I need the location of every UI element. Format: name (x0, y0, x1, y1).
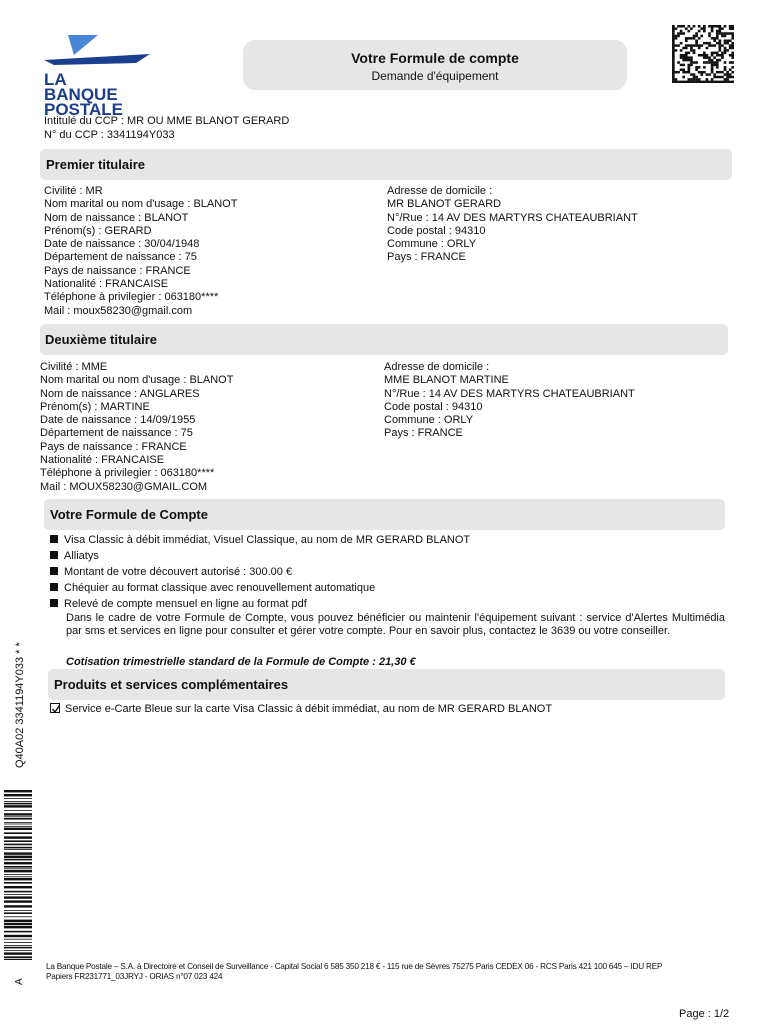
document-subtitle: Demande d'équipement (371, 69, 499, 83)
list-item: Relevé de compte mensuel en ligne au format pdf (50, 598, 307, 610)
premier-titulaire-address (387, 185, 638, 265)
section-produits-complementaires (48, 669, 725, 700)
section-premier-titulaire (40, 149, 732, 180)
section-heading: Deuxième titulaire (45, 332, 157, 347)
legal-footer (46, 962, 736, 982)
account-title: Intitulé du CCP : MR OU MME BLANOT GERARD (44, 115, 290, 127)
logo-line-2: BANQUE (44, 85, 118, 104)
departement-naissance: Département de naissance : 75 (44, 251, 197, 264)
nom-marital: Nom marital ou nom d'usage : BLANOT (44, 198, 238, 211)
square-bullet-icon (50, 583, 58, 591)
cotisation-text: Cotisation trimestrielle standard de la Formule de Compte : 21,30 € (66, 656, 416, 668)
departement-naissance: Département de naissance : 75 (40, 427, 193, 440)
formule-paragraph: Dans le cadre de votre Formule de Compte, vous pouvez bénéficier ou maintenir l'équipement suivant : service d'Alertes Multimédia par sms et services en ligne pour consulter et gérer votre compte. Pour en savoir plus, contactez le 3639 ou votre conseiller. (66, 612, 725, 637)
commune: Commune : ORLY (387, 238, 477, 251)
page-number: Page : 1/2 (679, 1008, 730, 1020)
section-heading: Votre Formule de Compte (50, 507, 208, 522)
logo-line-1: LA (44, 70, 67, 89)
document-title-box (243, 40, 627, 90)
square-bullet-icon (50, 551, 58, 559)
document-title: Votre Formule de compte (351, 50, 519, 66)
prenom: Prénom(s) : MARTINE (40, 400, 150, 413)
square-bullet-icon (50, 599, 58, 607)
complementary-service-label: Service e-Carte Bleue sur la carte Visa Classic à débit immédiat, au nom de MR GERARD BLANOT (65, 703, 553, 715)
deuxieme-titulaire-address (384, 361, 635, 441)
deuxieme-titulaire-identity (40, 361, 233, 494)
datamatrix-code-icon (672, 25, 734, 83)
nom-marital: Nom marital ou nom d'usage : BLANOT (40, 374, 234, 387)
section-heading: Premier titulaire (46, 157, 145, 172)
commune: Commune : ORLY (384, 414, 474, 427)
nom-naissance: Nom de naissance : ANGLARES (40, 387, 200, 400)
section-heading: Produits et services complémentaires (54, 677, 289, 692)
adresse-rue: N°/Rue : 14 AV DES MARTYRS CHATEAUBRIANT (387, 211, 638, 224)
footer-line-2: Papiers FR231771_03JRYJ - ORIAS n°07 023 424 (46, 972, 223, 981)
section-deuxieme-titulaire (40, 324, 728, 355)
nationalite: Nationalité : FRANCAISE (44, 278, 169, 291)
date-naissance: Date de naissance : 14/09/1955 (40, 414, 196, 427)
barcode-icon (4, 790, 32, 960)
nationalite: Nationalité : FRANCAISE (40, 454, 165, 467)
date-naissance: Date de naissance : 30/04/1948 (44, 238, 200, 251)
pays-naissance: Pays de naissance : FRANCE (44, 264, 191, 277)
pays-naissance: Pays de naissance : FRANCE (40, 440, 187, 453)
list-item: Visa Classic à débit immédiat, Visuel Classique, au nom de MR GERARD BLANOT (50, 534, 470, 546)
adresse-label: Adresse de domicile : (384, 361, 490, 373)
mail: Mail : moux58230@gmail.com (44, 304, 193, 317)
list-item: Alliatys (50, 550, 99, 562)
telephone: Téléphone à privilegier : 063180**** (40, 467, 215, 480)
code-postal: Code postal : 94310 (384, 400, 483, 413)
nom-naissance: Nom de naissance : BLANOT (44, 211, 189, 224)
adresse-nom: MME BLANOT MARTINE (384, 374, 509, 387)
civilite: Civilité : MME (40, 361, 108, 373)
prenom: Prénom(s) : GERARD (44, 224, 152, 237)
code-postal: Code postal : 94310 (387, 224, 486, 237)
complementary-service-item (50, 703, 552, 715)
premier-titulaire-identity (44, 185, 237, 318)
mail: Mail : MOUX58230@GMAIL.COM (40, 480, 208, 493)
telephone: Téléphone à privilegier : 063180**** (44, 291, 219, 304)
adresse-nom: MR BLANOT GERARD (387, 198, 502, 211)
adresse-rue: N°/Rue : 14 AV DES MARTYRS CHATEAUBRIANT (384, 387, 635, 400)
side-reference-code: Q40A02 3341194Y033 * * (14, 642, 26, 768)
account-number: N° du CCP : 3341194Y033 (44, 129, 175, 141)
square-bullet-icon (50, 535, 58, 543)
list-item: Chéquier au format classique avec renouvellement automatique (50, 582, 375, 594)
pays: Pays : FRANCE (387, 251, 466, 264)
civilite: Civilité : MR (44, 185, 103, 197)
logo-swoosh-icon (40, 32, 156, 72)
section-formule-compte (44, 499, 725, 530)
footer-line-1: La Banque Postale – S.A. à Directoire et Conseil de Surveillance - Capital Social 6 585 350 218 € - 115 rue de Sèvres 75275 Paris CEDEX 06 - RCS Paris 421 100 645 – IDU REP (46, 962, 663, 971)
adresse-label: Adresse de domicile : (387, 185, 493, 197)
side-mark: A (14, 978, 25, 985)
bank-logo (40, 32, 156, 119)
square-bullet-icon (50, 567, 58, 575)
pays: Pays : FRANCE (384, 427, 463, 440)
logo-line-3: POSTALE (44, 100, 124, 119)
checkbox-checked-icon (50, 703, 60, 713)
list-item: Montant de votre découvert autorisé : 300.00 € (50, 566, 292, 578)
